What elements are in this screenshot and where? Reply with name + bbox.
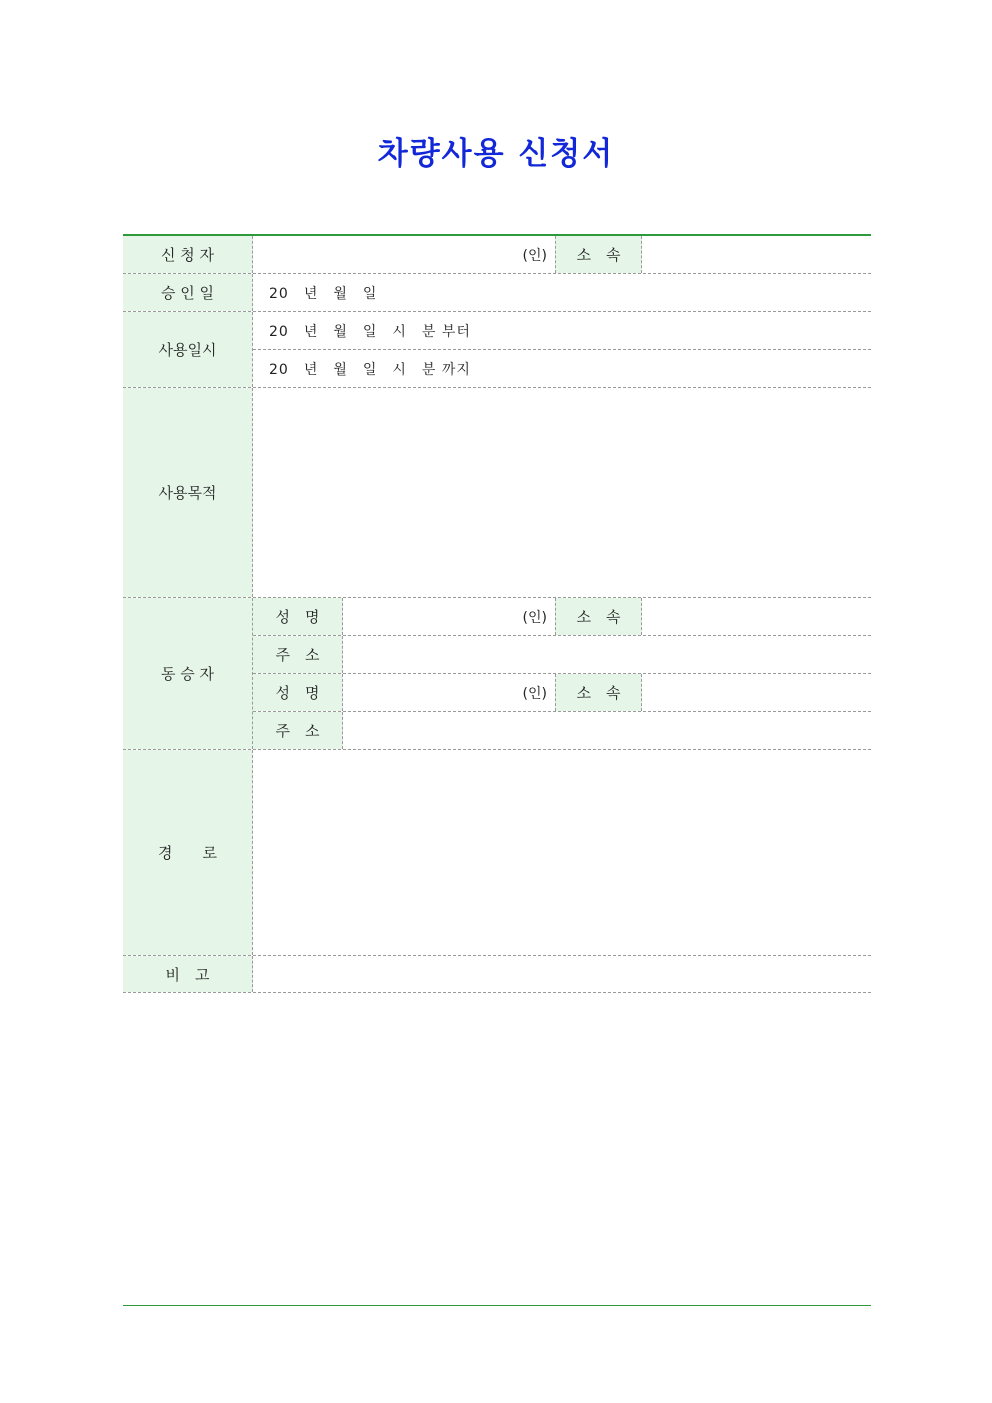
applicant-affiliation-label: 소 속 <box>555 236 642 273</box>
companion-1-affiliation-field[interactable] <box>642 598 871 635</box>
approval-date-label: 승 인 일 <box>123 274 253 311</box>
remarks-field[interactable] <box>253 956 871 992</box>
usage-from-text: 20 년 월 일 시 분 부터 <box>269 323 471 340</box>
route-row <box>123 750 871 956</box>
companion-2-name-label: 성 명 <box>253 674 343 711</box>
application-form <box>123 234 871 993</box>
usage-from-field[interactable] <box>253 312 871 350</box>
remarks-row <box>123 956 871 993</box>
companion-1-affiliation-label: 소 속 <box>555 598 642 635</box>
companion-2-address-label: 주 소 <box>253 712 343 749</box>
applicant-label: 신 청 자 <box>123 236 253 273</box>
purpose-field[interactable] <box>253 388 871 597</box>
companions-group <box>123 598 871 750</box>
remarks-label: 비 고 <box>123 956 253 992</box>
route-label: 경 로 <box>123 750 253 955</box>
companion-2-affiliation-field[interactable] <box>642 674 871 711</box>
usage-datetime-group <box>123 312 871 388</box>
companion-1-name-row <box>253 598 871 636</box>
seal-mark: (인) <box>522 609 547 626</box>
applicant-row <box>123 236 871 274</box>
companions-label: 동 승 자 <box>123 598 253 749</box>
applicant-affiliation-field[interactable] <box>642 236 871 273</box>
companion-2-name-field[interactable] <box>343 674 555 711</box>
route-field[interactable] <box>253 750 871 955</box>
seal-mark: (인) <box>522 247 547 264</box>
companion-1-address-label: 주 소 <box>253 636 343 673</box>
approval-date-value: 20 년 월 일 <box>269 285 378 302</box>
companion-2-name-row <box>253 674 871 712</box>
companion-1-address-row <box>253 636 871 674</box>
companion-1-address-field[interactable] <box>343 636 871 673</box>
purpose-row <box>123 388 871 598</box>
purpose-label: 사용목적 <box>123 388 253 597</box>
usage-to-field[interactable] <box>253 350 871 387</box>
footer-divider <box>123 1305 871 1306</box>
approval-date-row <box>123 274 871 312</box>
companion-2-address-field[interactable] <box>343 712 871 749</box>
usage-to-text: 20 년 월 일 시 분 까지 <box>269 361 471 378</box>
companion-1-name-label: 성 명 <box>253 598 343 635</box>
applicant-name-field[interactable] <box>253 245 555 265</box>
usage-datetime-label: 사용일시 <box>123 312 253 387</box>
approval-date-field[interactable] <box>253 274 871 311</box>
seal-mark: (인) <box>522 685 547 702</box>
companion-2-affiliation-label: 소 속 <box>555 674 642 711</box>
page-title: 차량사용 신청서 <box>377 136 615 172</box>
companion-1-name-field[interactable] <box>343 598 555 635</box>
companion-2-address-row <box>253 712 871 749</box>
